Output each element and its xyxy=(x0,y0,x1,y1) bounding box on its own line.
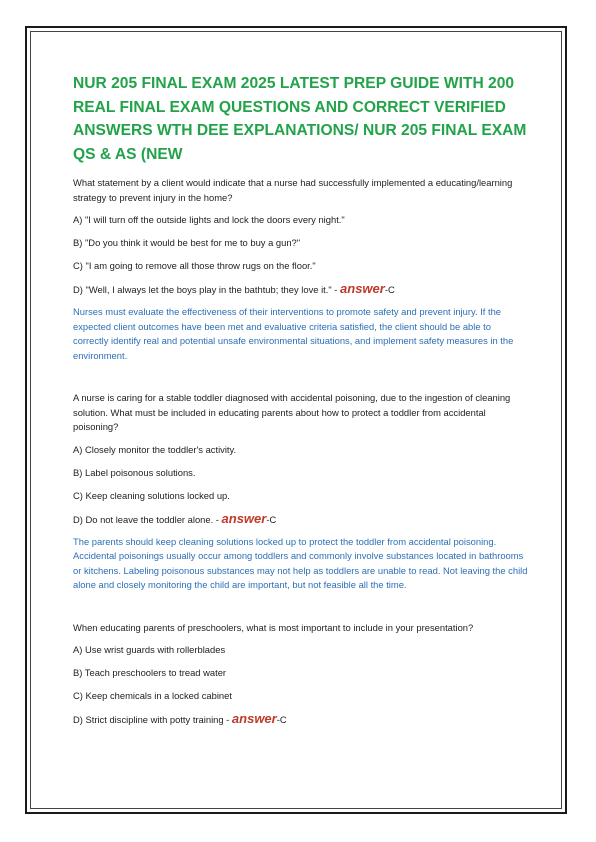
answer-letter: -C xyxy=(266,513,277,525)
question-block xyxy=(73,621,528,728)
option-c: C) Keep cleaning solutions locked up. xyxy=(73,489,230,501)
answer-label: answer xyxy=(231,711,277,726)
option-d: D) Strict discipline with potty training - xyxy=(73,714,232,725)
answer-letter: -C xyxy=(276,714,287,725)
option-b: B) Teach preschoolers to tread water xyxy=(73,667,227,678)
explanation: The parents should keep cleaning solutions locked up to protect the toddler from accidental poisoning. Accidental poisonings usually occur among toddlers and commonly involve substances located in bathrooms or kitchens. Labeling poisonous substances may not help as toddlers are unable to read. Not leaving the child alone and closely monitoring the child are important, but not feasible all the time. xyxy=(73,535,528,590)
question-stem: A nurse is caring for a stable toddler diagnosed with accidental poisoning, due to the ingestion of cleaning solution. What must be included in educating parents about how to protect a toddler from accidental poisoning? xyxy=(73,392,511,432)
answer-label: answer xyxy=(340,281,385,296)
question-block xyxy=(73,391,528,593)
option-d-with-answer xyxy=(73,512,528,527)
option-c: C) "I am going to remove all those throw rugs on the floor." xyxy=(73,260,316,271)
option-a: A) "I will turn off the outside lights and lock the doors every night." xyxy=(73,214,345,225)
option-b: B) "Do you think it would be best for me to buy a gun?" xyxy=(73,237,301,248)
option-c: C) Keep chemicals in a locked cabinet xyxy=(73,690,232,701)
option-d-with-answer xyxy=(73,282,528,297)
option-b: B) Label poisonous solutions. xyxy=(73,466,196,478)
option-d-with-answer xyxy=(73,712,528,727)
document-title: NUR 205 FINAL EXAM 2025 LATEST PREP GUIDE WITH 200 REAL FINAL EXAM QUESTIONS AND CORRECT VERIFIED ANSWERS WTH DEE EXPLANATIONS/ NUR 205 FINAL EXAM QS & AS (NEW xyxy=(73,75,527,163)
question-stem: When educating parents of preschoolers, what is most important to include in your presentation? xyxy=(73,621,474,633)
answer-letter: -C xyxy=(384,284,395,295)
question-stem: What statement by a client would indicate that a nurse had successfully implemented a educating/learning strategy to prevent injury in the home? xyxy=(73,177,513,203)
option-d: D) Do not leave the toddler alone. - xyxy=(73,513,222,525)
answer-label: answer xyxy=(221,510,267,526)
question-block xyxy=(73,176,528,363)
explanation: Nurses must evaluate the effectiveness of their interventions to promote safety and prevent injury. If the expected client outcomes have been met and evaluative criteria satisfied, the client should be able to correctly identify real and potential unsafe environmental situations, and implement safety measures in the environment. xyxy=(73,306,514,361)
option-a: A) Use wrist guards with rollerblades xyxy=(73,644,226,655)
document-body xyxy=(73,72,528,735)
option-d: D) "Well, I always let the boys play in the bathtub; they love it." - xyxy=(73,284,341,295)
option-a: A) Closely monitor the toddler's activity. xyxy=(73,443,237,455)
